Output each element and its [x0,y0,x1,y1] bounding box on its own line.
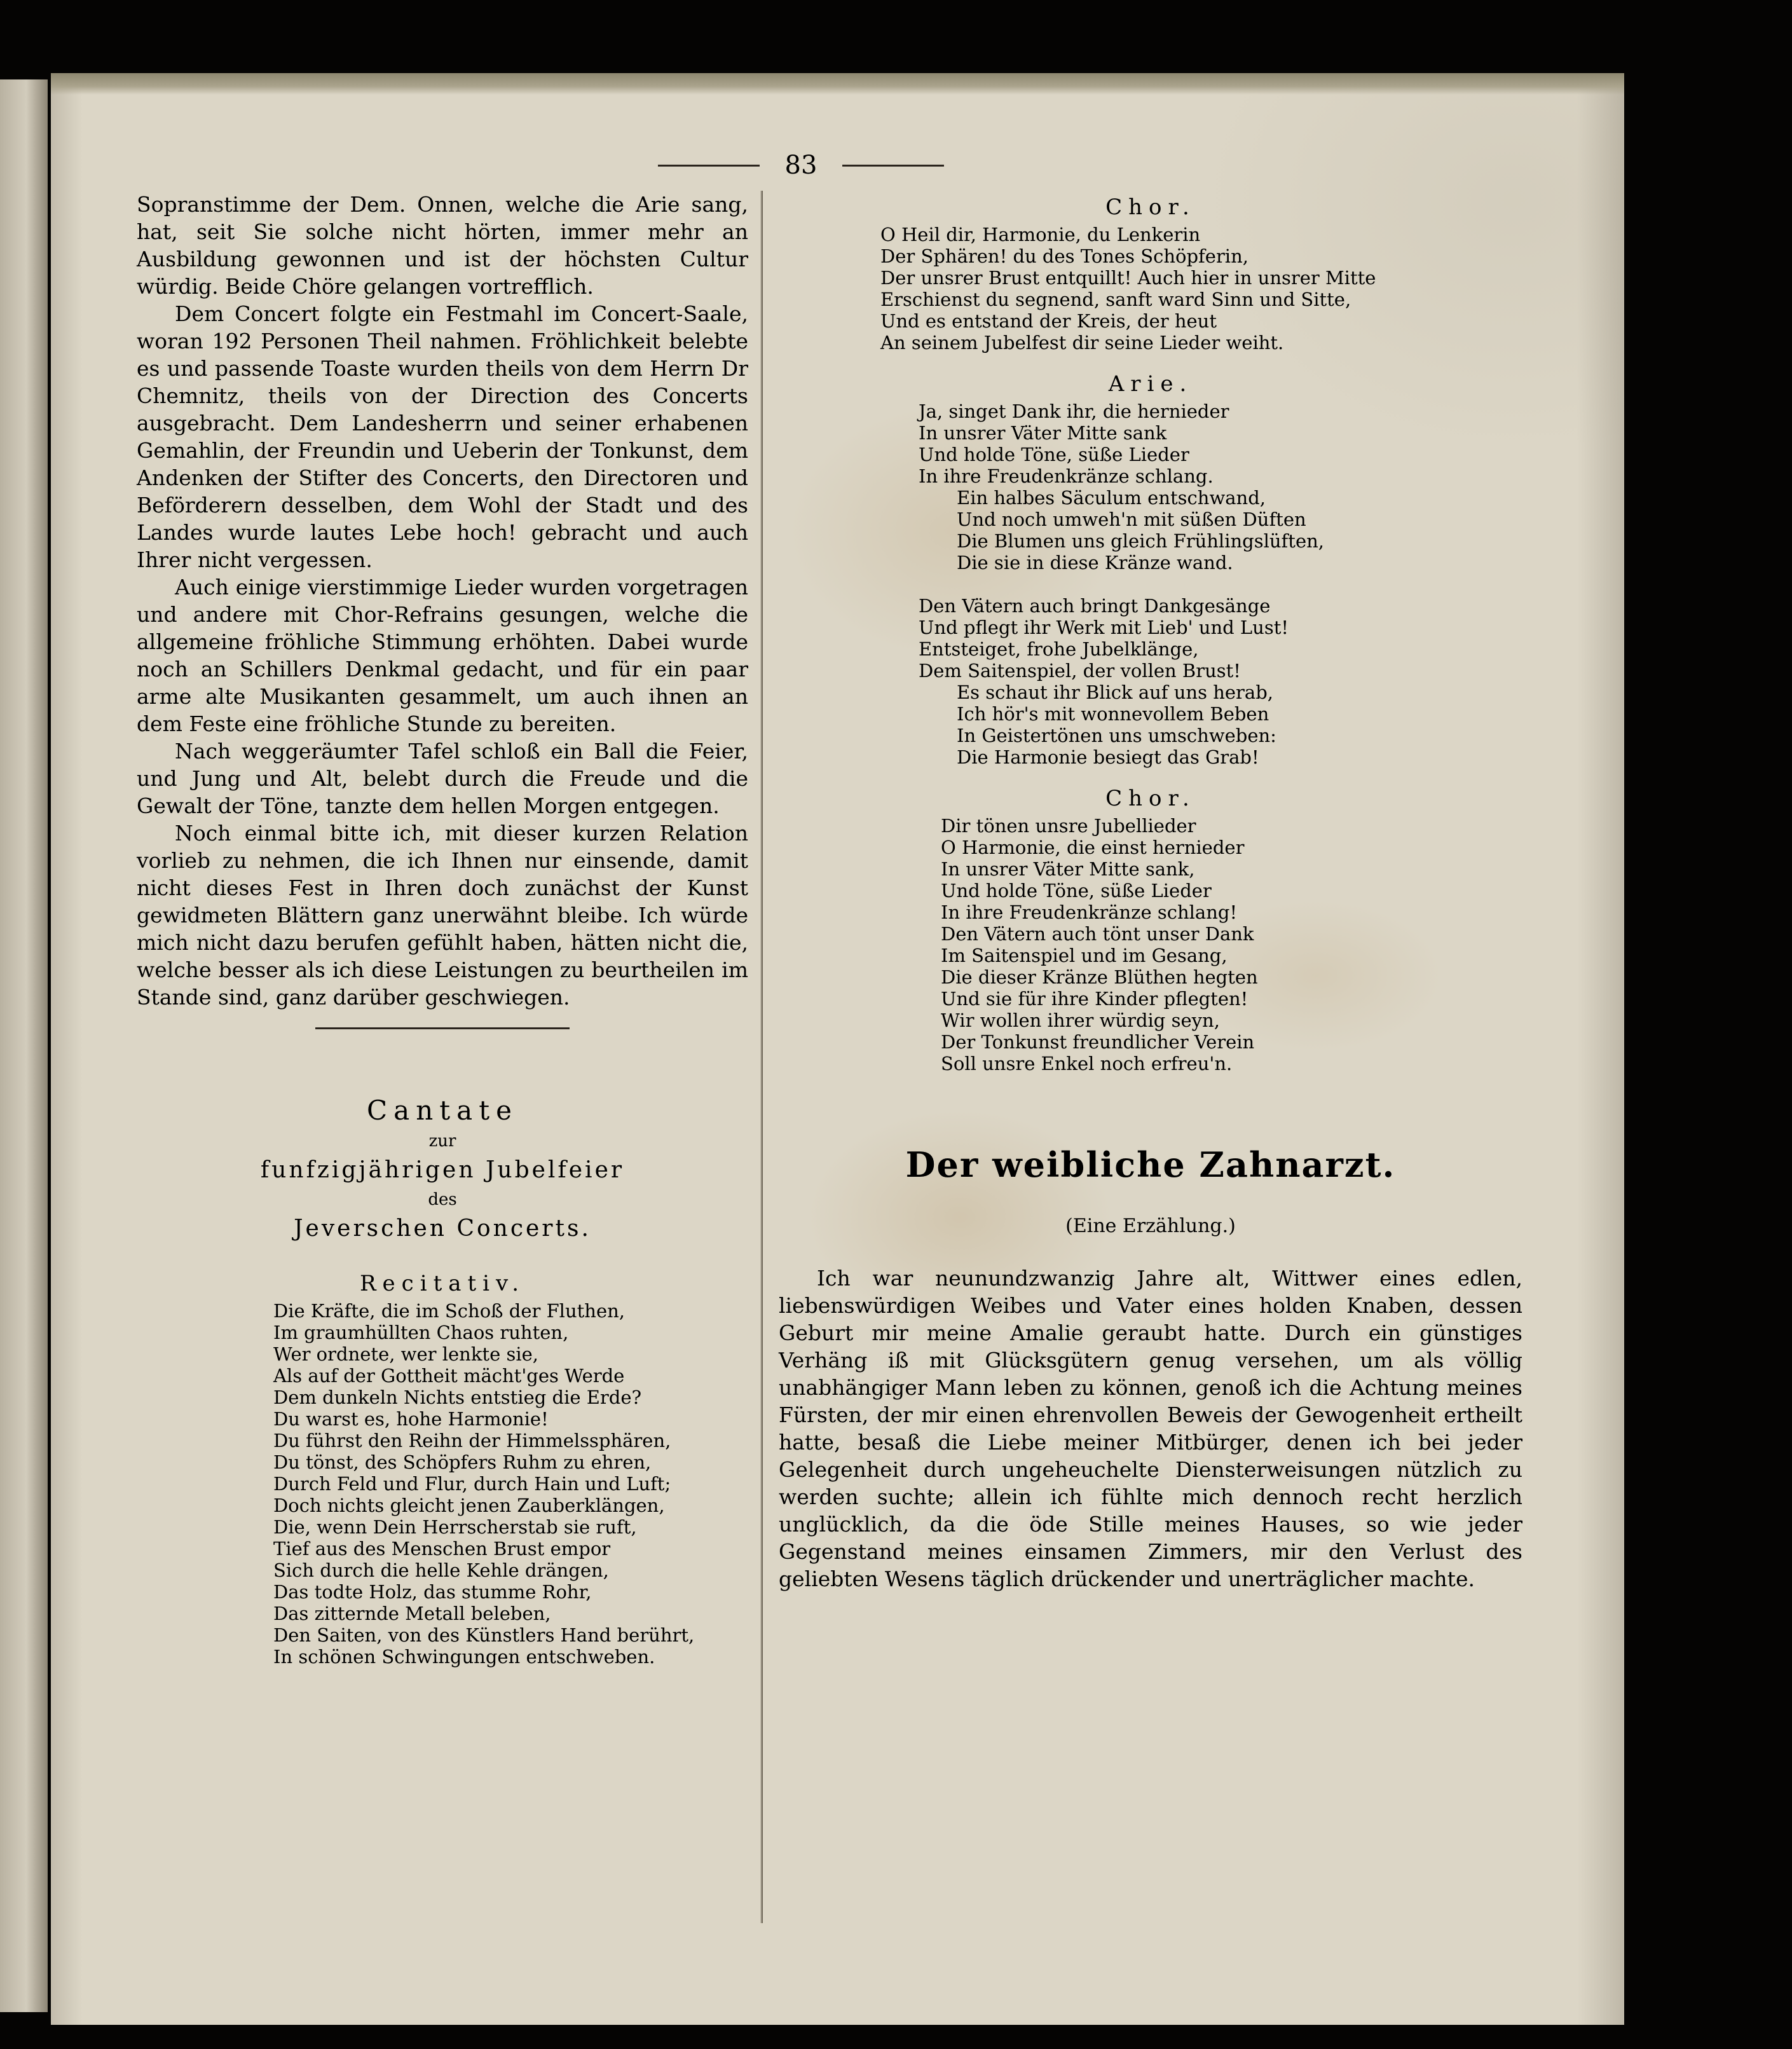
verse-line: Soll unsre Enkel noch erfreu'n. [941,1053,1233,1074]
chor-heading: Chor. [1105,195,1196,220]
chor-heading: Chor. [1105,786,1196,811]
verse-line: Ich hör's mit wonnevollem Beben [957,703,1269,725]
cantate-title: Cantate [367,1095,518,1126]
verse-line: Und es entstand der Kreis, der heut [880,310,1217,332]
verse-line: Es schaut ihr Blick auf uns herab, [957,682,1273,703]
verse-line: Und pflegt ihr Werk mit Lieb' und Lust! [919,617,1289,638]
left-column [137,191,748,1668]
paragraph: Sopranstimme der Dem. Onnen, welche die Arie sang, hat, seit Sie solche nicht hörten, immer mehr an Ausbildung gewonnen und ist der höchsten Cultur würdig. Beide Chöre gelangen vortrefflich. [137,192,748,299]
verse-line: O Harmonie, die einst hernieder [941,837,1245,858]
verse-line: In ihre Freudenkränze schlang. [919,465,1214,487]
recitativ-heading: Recitativ. [359,1271,526,1296]
story-paragraph: Ich war neunundzwanzig Jahre alt, Wittwer eines edlen, liebenswürdigen Weibes und Vater eines holden Knaben, dessen Geburt mir meine Amalie geraubt hatte. Durch ein günstiges Verhäng iß mit Glücksgütern genug versehen, um als völlig unabhängiger Mann leben zu können, genoß ich die Achtung meines Fürsten, der mir einen ehrenvollen Beweis der Gewogenheit ertheilt hatte, besaß die Liebe meiner Mitbürger, denen ich bei jeder Gelegenheit durch ungeheuchelte Diensterweisungen nützlich zu werden suchte; allein ich fühlte mich dennoch recht herzlich unglücklich, da die öde Stille meines Hauses, so wie jeder Gegenstand meines einsamen Zimmers, mir den Verlust des geliebten Wesens täglich drückender und unerträglicher machte. [779,1265,1522,1591]
verse-line: Du warst es, hohe Harmonie! [273,1408,549,1430]
verse-line: Ein halbes Säculum entschwand, [957,487,1266,509]
story-subtitle: (Eine Erzählung.) [1065,1214,1236,1237]
verse-line: O Heil dir, Harmonie, du Lenkerin [880,224,1201,245]
verse-line: Der unsrer Brust entquillt! Auch hier in unsrer Mitte [880,267,1376,289]
header-rule-right [842,165,944,167]
verse-line: Sich durch die helle Kehle drängen, [273,1559,609,1581]
verse-line: Den Saiten, von des Künstlers Hand berührt, [273,1624,695,1646]
verse-line: Dem dunkeln Nichts entstieg die Erde? [273,1387,642,1408]
arie-heading: Arie. [1108,371,1193,397]
verse-line: Im Saitenspiel und im Gesang, [941,945,1228,966]
verse-line: Und holde Töne, süße Lieder [941,880,1212,901]
article-end-rule [315,1027,570,1029]
verse-line: Als auf der Gottheit mächt'ges Werde [273,1365,625,1387]
cantate-title-line: Jeverschen Concerts. [294,1216,591,1242]
verse-line: Der Tonkunst freundlicher Verein [941,1031,1255,1053]
verse-line: Und noch umweh'n mit süßen Düften [957,509,1306,530]
verse-line: Die Blumen uns gleich Frühlingslüften, [957,530,1325,552]
cantate-title-line: des [428,1190,457,1209]
verse-line: Du führst den Reihn der Himmelssphären, [273,1430,671,1451]
verse-line: Der Sphären! du des Tones Schöpferin, [880,245,1248,267]
previous-page-edge [0,79,48,2012]
verse-line: Im graumhüllten Chaos ruhten, [273,1322,569,1343]
verse-line: Du tönst, des Schöpfers Ruhm zu ehren, [273,1451,652,1473]
verse-line: Den Vätern auch tönt unser Dank [941,923,1254,945]
verse-line: Das zitternde Metall beleben, [273,1603,551,1624]
verse-line: Den Vätern auch bringt Dankgesänge [919,595,1271,617]
cantate-title-line: funfzigjährigen Jubelfeier [260,1157,625,1183]
verse-line: In unsrer Väter Mitte sank [919,422,1167,444]
paragraph: Noch einmal bitte ich, mit dieser kurzen Relation vorlieb zu nehmen, die ich Ihnen nur einsende, damit nicht dieses Fest in Ihren doch zunächst der Kunst gewidmeten Blättern ganz unerwähnt bleibe. Ich würde mich nicht dazu berufen gefühlt haben, hätten nicht die, welche besser als ich diese Leistungen zu beurtheilen im Stande sind, ganz darüber geschwiegen. [137,821,748,1010]
page-number: 83 [784,151,817,180]
verse-line: In Geistertönen uns umschweben: [957,725,1276,746]
verse-line: Die dieser Kränze Blüthen hegten [941,966,1258,988]
verse-line: Wir wollen ihrer würdig seyn, [941,1010,1220,1031]
verse-line: Ja, singet Dank ihr, die hernieder [919,401,1229,422]
verse-line: In ihre Freudenkränze schlang! [941,901,1238,923]
verse-line: Die sie in diese Kränze wand. [957,552,1233,573]
paragraph: Nach weggeräumter Tafel schloß ein Ball die Feier, und Jung und Alt, belebt durch die Freude und die Gewalt der Töne, tanzte dem hellen Morgen entgegen. [137,739,748,818]
column-divider [761,191,763,1923]
header-rule-left [658,165,760,167]
verse-line: In unsrer Väter Mitte sank, [941,858,1195,880]
verse-line: Das todte Holz, das stumme Rohr, [273,1581,592,1603]
verse-line: Wer ordnete, wer lenkte sie, [273,1343,538,1365]
right-column [779,191,1522,1593]
verse-line: Die, wenn Dein Herrscherstab sie ruft, [273,1516,637,1538]
verse-line: Erschienst du segnend, sanft ward Sinn und Sitte, [880,289,1351,310]
paragraph: Dem Concert folgte ein Festmahl im Concert-Saale, woran 192 Personen Theil nahmen. Fröhlichkeit belebte es und passende Toaste wurden theils von dem Herrn Dr Chemnitz, theils von der Direction des Concerts ausgebracht. Dem Landesherrn und seiner erhabenen Gemahlin, der Freundin und Ueberin der Tonkunst, dem Andenken der Stifter des Concerts, den Directoren und Beförderern desselben, dem Wohl der Stadt und des Landes wurde lautes Lebe hoch! gebracht und auch Ihrer nicht vergessen. [137,301,748,572]
page-header [604,140,998,191]
verse-line: Entsteiget, frohe Jubelklänge, [919,638,1199,660]
paragraph: Auch einige vierstimmige Lieder wurden vorgetragen und andere mit Chor-Refrains gesungen, welche die allgemeine fröhliche Stimmung erhöhten. Dabei wurde noch an Schillers Denkmal gedacht, und für ein paar arme alte Musikanten gesammelt, um auch ihnen an dem Feste eine fröhliche Stunde zu bereiten. [137,575,748,736]
page-top-edge [51,73,1624,95]
story-title: Der weibliche Zahnarzt. [905,1144,1396,1185]
chor-verse [941,815,1522,1074]
verse-line: Doch nichts gleicht jenen Zauberklängen, [273,1495,665,1516]
verse-line: In schönen Schwingungen entschweben. [273,1646,655,1668]
verse-line: Und sie für ihre Kinder pflegten! [941,988,1248,1010]
verse-line: Dem Saitenspiel, der vollen Brust! [919,660,1241,682]
chor-verse [880,224,1522,353]
cantate-title-line: zur [428,1132,456,1151]
stanza-gap [919,573,1522,595]
verse-line: Die Kräfte, die im Schoß der Fluthen, [273,1300,626,1322]
verse-line: An seinem Jubelfest dir seine Lieder weiht. [880,332,1284,353]
recitativ-verse [273,1300,748,1668]
verse-line: Dir tönen unsre Jubellieder [941,815,1196,837]
arie-verse [919,401,1522,768]
verse-line: Und holde Töne, süße Lieder [919,444,1189,465]
verse-line: Die Harmonie besiegt das Grab! [957,746,1259,768]
verse-line: Durch Feld und Flur, durch Hain und Luft; [273,1473,671,1495]
verse-line: Tief aus des Menschen Brust empor [273,1538,611,1559]
